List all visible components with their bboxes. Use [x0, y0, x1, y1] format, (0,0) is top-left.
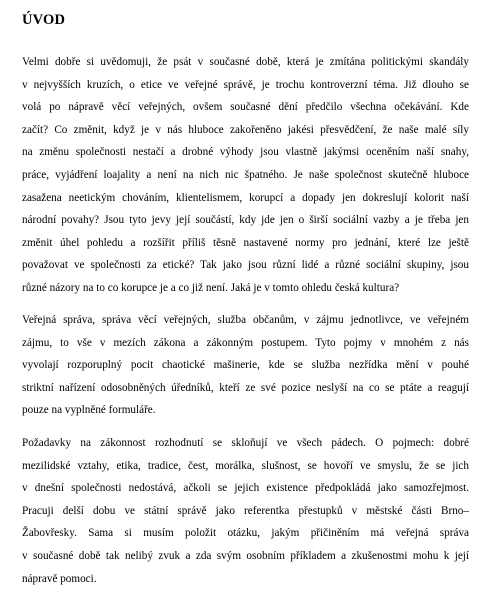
paragraph-line: různé názory na to co korupce je a co již není. Jaká je v tomto ohledu česká kultura?	[22, 281, 400, 294]
paragraph-line: změnit úhel pohledu a rozšířit příliš těsně nastavené normy pro jednání, které lze ještě	[22, 236, 469, 249]
paragraph-line: považovat ve společnosti za etické? Tak jako jsou různí lidé a různé sociální skupiny, jsou	[22, 259, 469, 272]
paragraph-line: mezilidské vztahy, etika, tradice, čest, morálka, slušnost, se hovoří ve smyslu, že se jich	[22, 459, 469, 472]
paragraph-2	[22, 309, 469, 422]
paragraph-line: práce, vyjádření loajality a není na nich nic špatného. Je naše společnost skutečně hluboce	[22, 168, 469, 181]
paragraph-line: striktní nařízení odosobněných úředníků, kteří ze své pozice neslyší na co se ptáte a reagují	[22, 381, 469, 394]
paragraph-line: Žabovřesky. Sama si musím položit otázku, jakým přičiněním má veřejná správa	[22, 527, 469, 540]
paragraph-line: zájmu, to vše v mezích zákona a zákonným postupem. Tyto pojmy v mnohém z nás	[22, 336, 469, 349]
paragraph-line: pouze na vyplněné formuláře.	[22, 404, 156, 417]
section-heading: ÚVOD	[22, 12, 66, 28]
paragraph-line: na změnu společnosti nestačí a drobné výhody jsou vlastně jakýmsi oceněním naší snahy,	[22, 146, 469, 159]
paragraph-3	[22, 432, 469, 590]
paragraph-line: začít? Co změnit, když je v nás hluboce zakořeněno jakési přesvědčení, že naše malé síly	[22, 123, 469, 136]
paragraph-line: Požadavky na zákonnost rozhodnutí se skloňují ve všech pádech. O pojmech: dobré	[22, 437, 469, 449]
paragraph-line: Velmi dobře si uvědomuji, že psát v současné době, která je zmítána politickými skandály	[22, 56, 469, 68]
paragraph-line: Veřejná správa, správa věcí veřejných, služba občanům, v zájmu jednotlivce, ve veřejném	[22, 314, 469, 326]
paragraph-line: volá po nápravě věcí veřejných, ovšem současné dění předčilo všechna očekávání. Kde	[22, 101, 469, 114]
paragraph-line: v současné době tak nelibý zvuk a zda svým osobním příkladem a zkušenostmi mohu k její	[22, 549, 469, 562]
paragraph-line: v dnešní společnosti nedostává, ačkoli se jejich existence předpokládá jako samozřejmost.	[22, 482, 469, 495]
paragraph-line: Pracuji delší dobu ve státní správě jako referentka přestupků v městské části Brno–	[22, 504, 469, 517]
paragraph-line: vyvolají rozporuplný pocit chaotické mašinerie, kde se služba nezřídka mění v pouhé	[22, 359, 469, 372]
paragraph-1	[22, 51, 469, 300]
paragraph-line: v nejvyšších kruzích, o etice ve veřejné správě, je trochu kontroverzní téma. Již dlouho se	[22, 78, 469, 91]
paragraph-line: zasažena neetickým chováním, klientelismem, korupcí a dopady jen dokreslují kolorit naší	[22, 191, 469, 204]
paragraph-line: nápravě pomoci.	[22, 572, 97, 585]
paragraph-line: národní povahy? Jsou tyto jevy její součástí, kdy jde jen o širší sociální vazby a je třeba jen	[22, 214, 469, 227]
